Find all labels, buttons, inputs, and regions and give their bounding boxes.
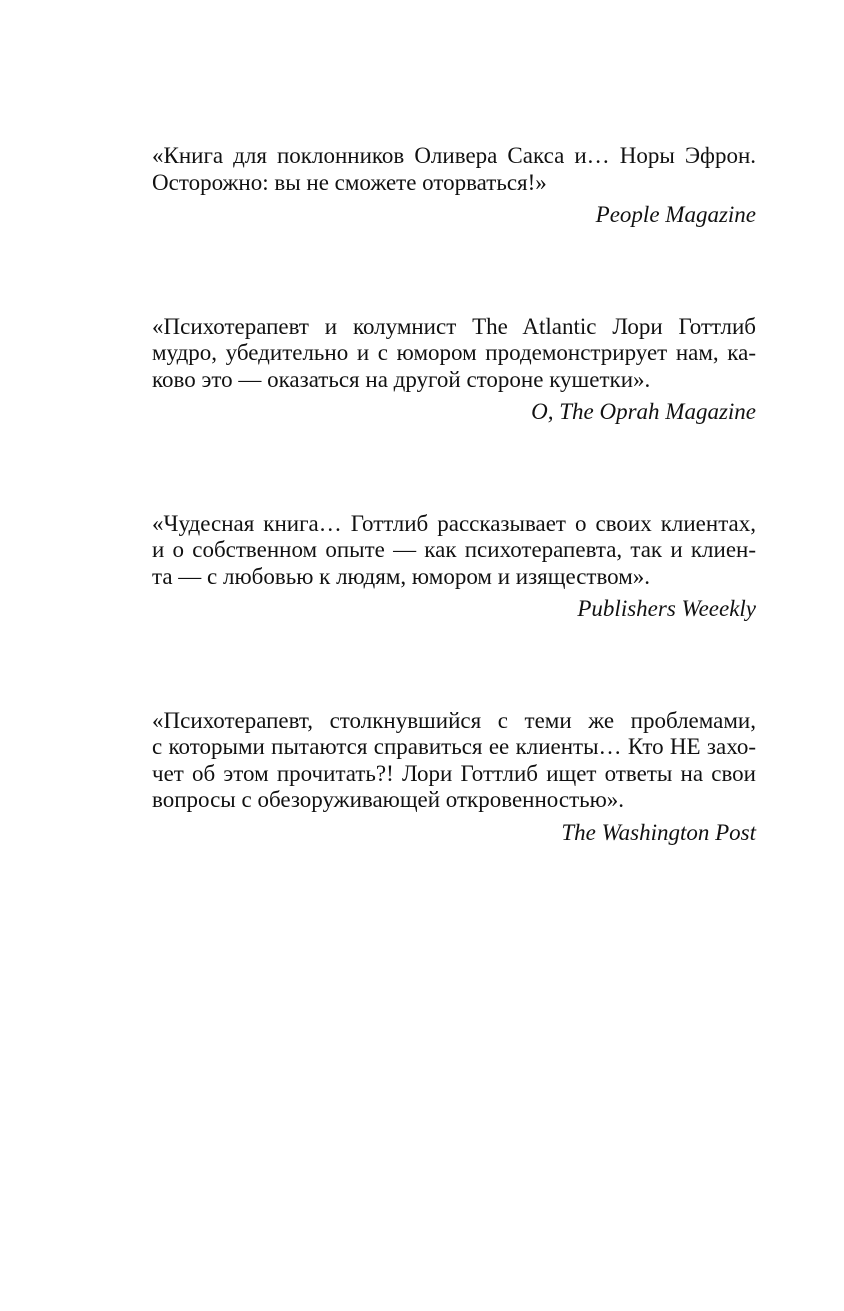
blurb-source: O, The Oprah Magazine — [531, 399, 756, 424]
blurb-source: The Washington Post — [561, 819, 756, 845]
quote-line: «Чудесная книга… Готтлиб рассказывает о своих клиентах, — [152, 510, 756, 536]
blurb-quote — [130, 143, 756, 196]
quote-line: мудро, убедительно и с юмором продемонстрирует нам, ка- — [152, 340, 756, 365]
blurb-source: People Magazine — [595, 202, 756, 227]
blurb-oprah-magazine — [130, 314, 756, 426]
quote-line: чет об этом прочитать?! Лори Готтлиб ищет ответы на свои — [152, 760, 756, 786]
blurb-publishers-weekly — [130, 511, 756, 623]
blurb-source: Publishers Weeekly — [577, 596, 756, 621]
quote-line: с которыми пытаются справиться ее клиенты… Кто НЕ захо- — [152, 734, 756, 759]
quote-line: «Книга для поклонников Оливера Сакса и… Норы Эфрон. — [152, 143, 756, 168]
blurb-quote — [130, 511, 756, 591]
quote-line: вопросы с обезоруживающей откровенностью». — [152, 787, 625, 812]
praise-page — [130, 143, 756, 931]
blurb-quote — [130, 708, 756, 814]
blurb-washington-post — [130, 708, 756, 847]
blurb-quote — [130, 314, 756, 394]
quote-line: и о собственном опыте — как психотерапевта, так и клиен- — [152, 537, 756, 562]
quote-line: Осторожно: вы не сможете оторваться!» — [152, 169, 547, 195]
quote-line: «Психотерапевт и колумнист The Atlantic Лори Готтлиб — [152, 313, 756, 339]
quote-line: «Психотерапевт, столкнувшийся с теми же проблемами, — [152, 707, 756, 733]
blurb-people-magazine — [130, 143, 756, 229]
quote-line: ково это — оказаться на другой стороне кушетки». — [152, 366, 651, 392]
quote-line: та — с любовью к людям, юмором и изяществом». — [152, 563, 651, 589]
